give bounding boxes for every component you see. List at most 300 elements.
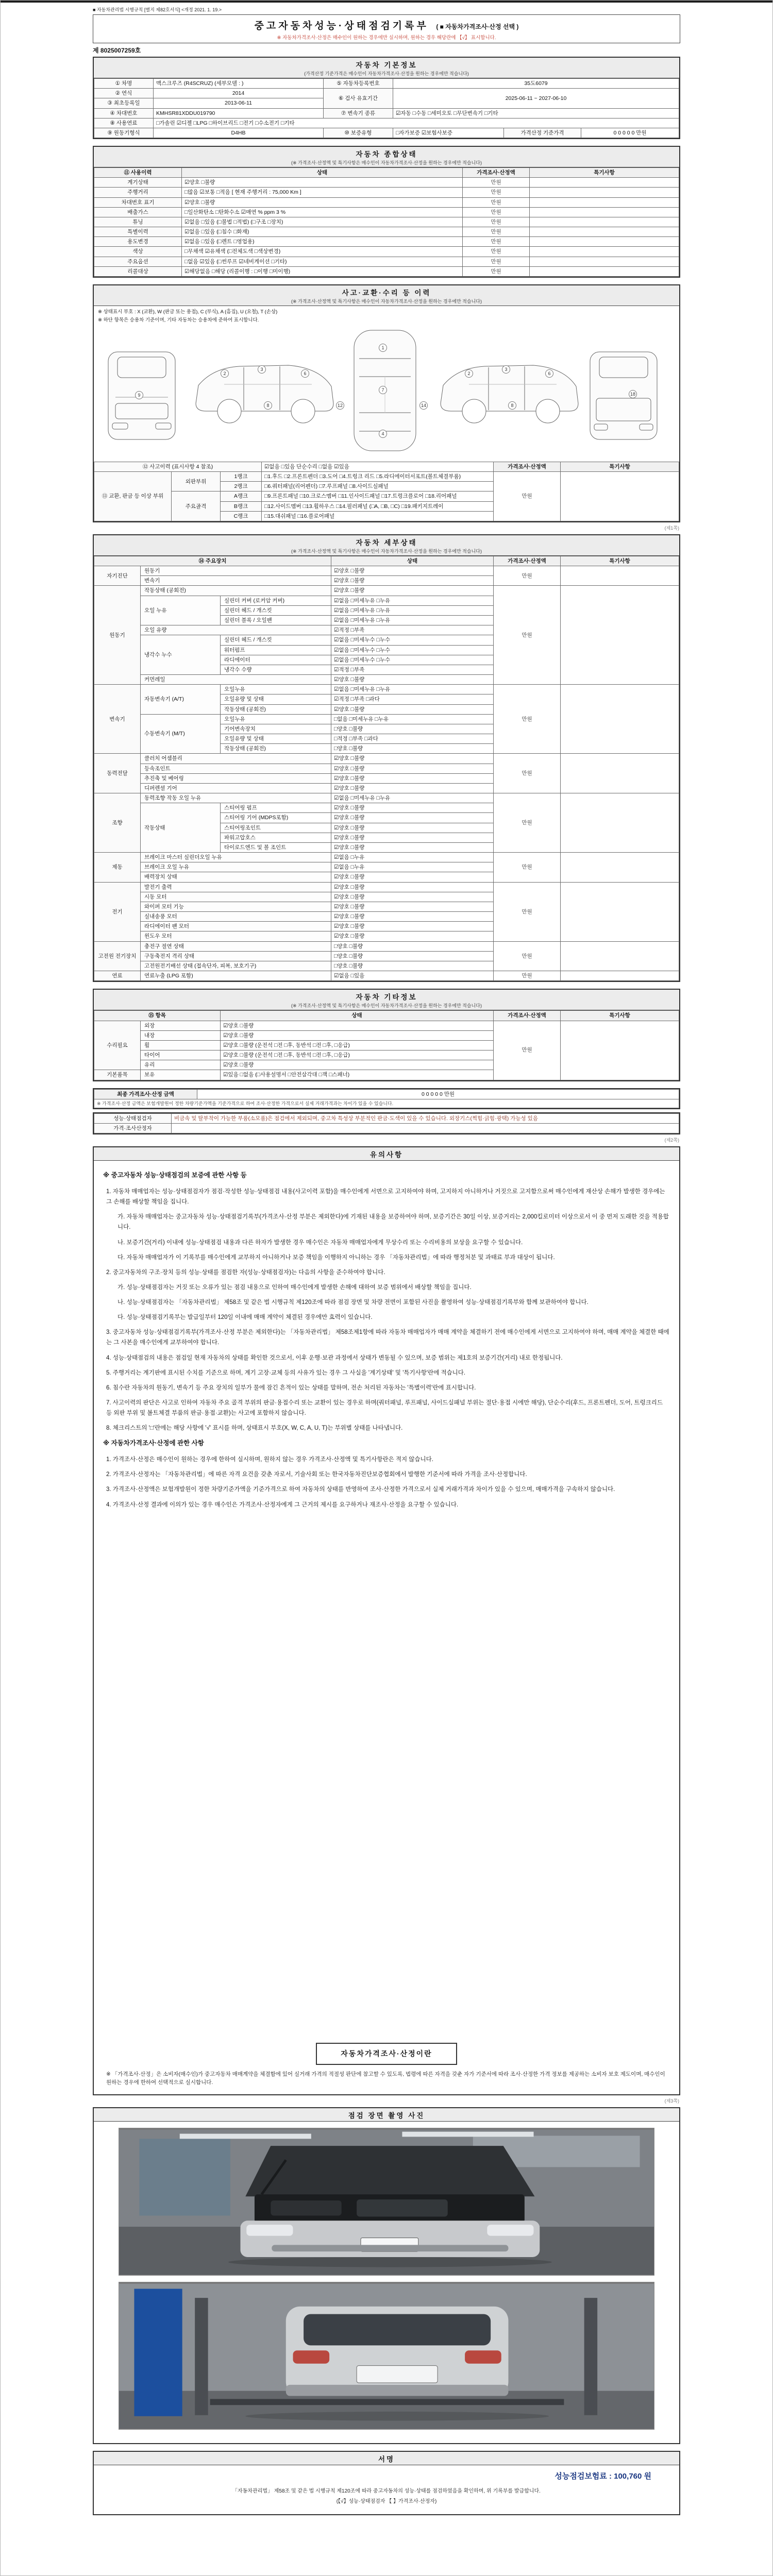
cell: ☑양호 □불량 xyxy=(331,902,494,911)
notice-line: 8. 체크리스트의 '□'란에는 해당 사항에 '√' 표시를 하며, 상태표시 부호(X, W, C, A, U, T)는 부위별 상태를 나타냅니다. xyxy=(106,1425,403,1432)
cell: 전기 xyxy=(94,882,141,941)
cell: 실린더 커버 (로커암 커버) xyxy=(221,596,331,605)
cell: ☑양호 □불량 xyxy=(331,764,494,773)
overall-state-title: 자동차 종합상태 xyxy=(356,150,417,159)
cell: ☑양호 □불량 xyxy=(331,783,494,793)
cell: 만원 xyxy=(463,217,530,227)
panel-marker: 6 xyxy=(545,369,553,378)
cell: 특별이력 xyxy=(94,227,182,237)
cell: □많음 ☑보통 □적음 [ 현재 주행거리 : 75,000 Km ] xyxy=(182,188,463,197)
detail-state-header xyxy=(94,535,679,556)
cell: 튜닝 xyxy=(94,217,182,227)
cell: 최종 가격조사·산정 금액 xyxy=(94,1089,197,1099)
cell: B랭크 xyxy=(221,501,262,511)
car-left-side-view xyxy=(196,365,333,423)
panel-marker: 12 xyxy=(336,401,344,410)
cell xyxy=(561,793,679,853)
cell: 브레이크 오일 누유 xyxy=(141,862,331,872)
cell xyxy=(561,586,679,685)
cell: ☑양호 □불량 xyxy=(331,842,494,852)
cell: 내장 xyxy=(141,1030,221,1040)
cell: ⑥ 검사 유효기간 xyxy=(324,89,393,108)
etc-info-header xyxy=(94,990,679,1010)
title-box xyxy=(93,14,680,43)
cell: 원동기 xyxy=(94,586,141,685)
cell: 시동 모터 xyxy=(141,892,331,902)
cell: 만원 xyxy=(494,472,561,521)
accident-title: 사고·교환·수리 등 이력 xyxy=(342,289,431,297)
cell: ⑭ 주요장치 xyxy=(94,556,331,566)
cell: □양호 □불량 xyxy=(331,941,494,951)
cell: ☑적정 □부족 xyxy=(331,625,494,635)
notice-line: 나. 성능·상태점검자는 「자동차관리법」 제58조 및 같은 법 시행규칙 제120조에 따라 점검 장면 및 차량 전면이 포함된 사진을 촬영하여 성능·상태점검기록부와 함께 보관하여야 합니다. xyxy=(117,1299,589,1306)
cell: 작동상태 (공회전) xyxy=(221,704,331,714)
cell: ③ 최초등록일 xyxy=(94,98,154,108)
cell: 동력전달 xyxy=(94,754,141,793)
cell: ☑없음 □있음 (□불법 □적법) (□구조 □장치) xyxy=(182,217,463,227)
notice-line: 가. 자동차 매매업자는 중고자동차 성능·상태점검기록부(가격조사·산정 부분은 제외한다)에 기재된 내용을 보증하여야 하며, 보증기간은 30일 이상, 보증거리는 2,000킬로미터 이상으로서 이 중 먼저 도래한 것을 적용합니다. xyxy=(117,1214,669,1231)
cell: 상태 xyxy=(331,556,494,566)
detail-state-note: (※ 가격조사·산정액 및 특기사항은 매수인이 자동차가격조사·산정을 원하는 경우에만 적습니다) xyxy=(291,548,482,554)
cell: 추진축 및 베어링 xyxy=(141,773,331,783)
cell: 스티어링 기어 (MDPS포함) xyxy=(221,813,331,823)
cell: ⑬ 교환, 판금 등 이상 부위 xyxy=(94,472,172,521)
cell: 제동 xyxy=(94,853,141,883)
cell: 휠 xyxy=(141,1040,221,1050)
cell xyxy=(561,941,679,971)
state-code-legend xyxy=(94,306,679,323)
panel-marker: 8 xyxy=(508,401,516,410)
cell: ☑양호 □불량 xyxy=(221,1030,494,1040)
section-detail-state xyxy=(93,534,680,982)
cell: ☑없음 □미세누유 □누유 xyxy=(331,685,494,694)
cell: 가격조사·산정액 xyxy=(494,462,561,471)
cell: ※ 가격조사·산정 금액은 보험개발원이 정한 차량기준가액을 기준가격으로 하여 조사·산정한 가격으로서 실제 거래가격과는 차이가 있을 수 있습니다. xyxy=(94,1099,679,1108)
cell xyxy=(530,217,679,227)
car-right-side-view xyxy=(441,365,578,423)
cell: 실린더 헤드 / 개스킷 xyxy=(221,635,331,645)
cell: ☑양호 □불량 (운전석 □전 □후, 동반석 □전 □후, □응급) xyxy=(221,1050,494,1060)
cell: ☑없음 □미세누수 □누수 xyxy=(331,645,494,655)
cell: □자가보증 ☑보험사보증 xyxy=(393,128,504,138)
panel-marker: 7 xyxy=(379,386,387,394)
cell: 스티어링조인트 xyxy=(221,823,331,833)
cell: 색상 xyxy=(94,247,182,257)
cell: 차대번호 표기 xyxy=(94,197,182,207)
panel-marker: 2 xyxy=(465,369,473,378)
cell: ☑양호 □불량 xyxy=(331,566,494,576)
cell: ④ 차대번호 xyxy=(94,108,154,118)
cell: ☑없음 □미세누유 □누유 xyxy=(331,615,494,625)
cell: ☑자동 □수동 □세미오토 □무단변속기 □기타 xyxy=(393,108,679,118)
cell: 특기사항 xyxy=(561,556,679,566)
cell: 만원 xyxy=(494,971,561,981)
cell: 워터펌프 xyxy=(221,645,331,655)
cell: ☑없음 □누유 xyxy=(331,853,494,862)
cell: 2013-06-11 xyxy=(154,98,324,108)
cell xyxy=(530,227,679,237)
cell: 2025-06-11 ~ 2027-06-10 xyxy=(393,89,679,108)
notice-line: 3. 중고자동차 성능·상태점검기록부(가격조사·산정 부분은 제외한다)는 「자동차관리법」 제58조제1항에 따라 자동차 매매업자가 매매 계약을 체결하기 전에 매수인에게 서면으로 고지하여야 하며, 매매 계약을 체결한 때에는 그 사본을 매수인에게 교부하여야 합니다. xyxy=(106,1329,669,1346)
cell: 만원 xyxy=(463,188,530,197)
cell: ⑧ 사용연료 xyxy=(94,118,154,128)
document-number: 제 8025007259호 xyxy=(93,47,141,54)
panel-marker: 14 xyxy=(419,401,428,410)
inspection-photo-engine xyxy=(119,2128,654,2276)
cell xyxy=(561,971,679,981)
cell xyxy=(561,685,679,754)
cell: ☑적정 □부족 xyxy=(331,665,494,674)
cell: 2014 xyxy=(154,89,324,98)
cell: ⑨ 원동기형식 xyxy=(94,128,154,138)
section-etc-info xyxy=(93,989,680,1081)
notice-paragraphs xyxy=(103,1166,670,1515)
notice-header xyxy=(94,1147,679,1161)
cell: ☑양호 □불량 xyxy=(331,576,494,586)
cell: 오일누유 xyxy=(221,714,331,724)
cell: 성능·상태점검자 xyxy=(94,1113,172,1123)
cell: 수리필요 xyxy=(94,1021,141,1070)
cell: ⑪ 사용이력 xyxy=(94,168,182,178)
cell: 오일누유 xyxy=(221,685,331,694)
car-damage-diagram xyxy=(94,324,679,462)
cell: 용도변경 xyxy=(94,237,182,247)
cell: 기본품목 xyxy=(94,1070,141,1080)
cell: 라디에이터 팬 모터 xyxy=(141,922,331,931)
cell: 스티어링 펌프 xyxy=(221,803,331,813)
cell: ☑없음 □미세누유 □누유 xyxy=(331,605,494,615)
cell: 가격조사·산정액 xyxy=(463,168,530,178)
legend-line-2: ※ 하단 항목은 승용차 기준이며, 기타 자동차는 승용차에 준하여 표시합니다. xyxy=(98,317,259,323)
panel-marker: 4 xyxy=(379,430,387,438)
detail-state-table xyxy=(94,556,679,981)
cell: 작동상태 xyxy=(141,803,221,853)
cell: 연료누출 (LPG 포함) xyxy=(141,971,331,981)
cell: ☑없음 □미세누수 □누수 xyxy=(331,635,494,645)
cell: 만원 xyxy=(494,941,561,971)
overall-state-note: (※ 가격조사·산정액 및 특기사항은 매수인이 자동차가격조사·산정을 원하는 경우에만 적습니다) xyxy=(291,160,482,166)
cell: 조향 xyxy=(94,793,141,853)
cell: □적정 □부족 □과다 xyxy=(331,734,494,744)
notice-line: 2. 중고자동차의 구조·장치 등의 성능·상태를 점검한 자(성능·상태점검자)는 다음의 사항을 준수하여야 합니다. xyxy=(106,1269,385,1276)
cell xyxy=(561,566,679,586)
cell: 파워고압호스 xyxy=(221,833,331,842)
cell: 실내송풍 모터 xyxy=(141,912,331,922)
cell: 상태 xyxy=(182,168,463,178)
cell: ☑양호 □불량 xyxy=(331,803,494,813)
cell: 만원 xyxy=(494,882,561,941)
cell: 유리 xyxy=(141,1060,221,1070)
cell: □없음 □미세누유 □누유 xyxy=(331,714,494,724)
cell: 가격·조사산정자 xyxy=(94,1124,172,1133)
cell: ☑양호 □불량 xyxy=(331,675,494,685)
cell: □양호 □불량 xyxy=(331,961,494,971)
cell: ☑적정 □부족 □과다 xyxy=(331,694,494,704)
basic-info-table xyxy=(94,78,679,138)
final-price-table xyxy=(94,1089,679,1108)
page-marker: (제1쪽) xyxy=(664,525,679,531)
section-basic-info xyxy=(93,57,680,139)
notice-title: 유의사항 xyxy=(369,1151,404,1159)
cell xyxy=(530,237,679,247)
cell: ⑮ 항목 xyxy=(94,1011,221,1021)
cell: 만원 xyxy=(463,247,530,257)
etc-info-table xyxy=(94,1010,679,1080)
cell: ☑양호 □불량 (운전석 □전 □후, 동반석 □전 □후, □응급) xyxy=(221,1040,494,1050)
cell: 클러치 어셈블리 xyxy=(141,754,331,764)
price-definition-body: ※ 「가격조사·산정」은 소비자(매수인)가 중고자동차 매매계약을 체결함에 있어 실거래 가격의 적절성 판단에 참고할 수 있도록, 법령에 따른 자격을 갖춘 자가 기준서에 따라 조사·산정한 가격 정보를 제공하는 소비자 보호 제도이며, 매수인이 원하는 경우에 한하여 선택적으로 실시합니다. xyxy=(106,2071,665,2086)
cell xyxy=(561,472,679,521)
cell: 배출가스 xyxy=(94,207,182,217)
panel-marker: 3 xyxy=(502,365,510,374)
cell: 타이어 xyxy=(141,1050,221,1060)
cell: 실린더 헤드 / 개스킷 xyxy=(221,605,331,615)
cell: ☑없음 □있음 단순수리 □없음 ☑있음 xyxy=(262,462,494,471)
notice-line: ※ 중고자동차 성능·상태점검의 보증에 관한 사항 등 xyxy=(103,1172,247,1179)
cell: ☑양호 □불량 xyxy=(331,833,494,842)
cell: KMHSR81XDDU019790 xyxy=(154,108,324,118)
photos-body xyxy=(94,2122,679,2443)
cell: 맥스크루즈 (R4SCRUZ) (세부모델 : ) xyxy=(154,79,324,89)
cell xyxy=(530,257,679,266)
cell: ⑤ 자동차등록번호 xyxy=(324,79,393,89)
cell: □12.사이드멤버 □13.휠하우스 □14.필러패널 (□A, □B, □C) □19.패키지트레이 xyxy=(262,501,494,511)
cell: ⑦ 변속기 종류 xyxy=(324,108,393,118)
cell xyxy=(172,1124,679,1133)
cell: □무채색 ☑유채색 (□전체도색 □색상변경) xyxy=(182,247,463,257)
notice-line: 나. 보증기간(거리) 이내에 성능·상태점검 내용과 다른 하자가 발생한 경우 매수인은 자동차 매매업자에게 무상수리 또는 수리비용의 보상을 요구할 수 있습니다. xyxy=(117,1239,523,1246)
cell: 가격조사·산정액 xyxy=(494,1011,561,1021)
section-signature xyxy=(93,2451,680,2515)
panel-marker: 8 xyxy=(264,401,272,410)
cell: 구동축전지 격리 상태 xyxy=(141,951,331,961)
cell xyxy=(530,247,679,257)
detail-state-title: 자동차 세부상태 xyxy=(356,538,417,547)
cell: 만원 xyxy=(494,793,561,853)
page-marker: (제2쪽) xyxy=(664,1138,679,1143)
cell: 발전기 출력 xyxy=(141,882,331,892)
cell: 자동변속기 (A/T) xyxy=(141,685,221,715)
cell: 오일 유량 xyxy=(141,625,331,635)
notice-line: 다. 성능·상태점검기록부는 발급일부터 120일 이내에 매매 계약이 체결된 경우에만 효력이 있습니다. xyxy=(117,1314,373,1321)
panel-marker: 9 xyxy=(135,391,143,399)
cell: 브레이크 마스터 실린더오일 누유 xyxy=(141,853,331,862)
cell xyxy=(530,207,679,217)
cell: ☑양호 □불량 xyxy=(331,823,494,833)
cell: ① 차명 xyxy=(94,79,154,89)
cell: 가격산정 기준가격 xyxy=(504,128,581,138)
cell xyxy=(561,882,679,941)
cell: 특기사항 xyxy=(561,462,679,471)
cell: C랭크 xyxy=(221,511,262,521)
notice-line: 6. 침수란 자동차의 원동기, 변속기 등 주요 장치의 일부가 물에 잠긴 흔적이 있는 상태를 말하며, 전손 처리된 자동차는 '특별이력'란에 표시합니다. xyxy=(106,1384,476,1391)
cell: □없음 ☑있음 (□썬루프 ☑네비게이션 □기타) xyxy=(182,257,463,266)
signature-statement: 「자동차관리법」 제58조 및 같은 법 시행규칙 제120조에 따라 중고자동차의 성능·상태를 점검하였음을 확인하며, 위 기록부를 발급합니다. xyxy=(232,2488,541,2495)
section-notice xyxy=(93,1146,680,2095)
cell: 주요옵션 xyxy=(94,257,182,266)
cell: 오일유량 및 상태 xyxy=(221,734,331,744)
cell: 만원 xyxy=(494,853,561,883)
price-definition-block xyxy=(103,2043,670,2087)
panel-marker: 2 xyxy=(221,369,229,378)
cell: ☑없음 □있음 (□침수 □화재) xyxy=(182,227,463,237)
cell: 와이퍼 모터 기능 xyxy=(141,902,331,911)
notice-line: 1. 자동차 매매업자는 성능·상태점검자가 점검·작성한 성능·상태점검 내용(사고이력 포함)을 매수인에게 서면으로 고지하여야 하며, 고지하지 아니하거나 거짓으로 고지함으로써 매수인에게 재산상 손해가 발생한 경우에는 그 손해를 배상할 책임을 집니다. xyxy=(106,1189,665,1206)
cell: ☑양호 □불량 xyxy=(331,773,494,783)
etc-info-title: 자동차 기타정보 xyxy=(356,993,417,1002)
cell: ☑없음 □누유 xyxy=(331,862,494,872)
cell: 배력장치 상태 xyxy=(141,872,331,882)
page-marker: (제3쪽) xyxy=(664,2098,679,2104)
cell: 충전구 절연 상태 xyxy=(141,941,331,951)
cell: 디퍼렌셜 기어 xyxy=(141,783,331,793)
cell: 외장 xyxy=(141,1021,221,1030)
panel-marker: 1 xyxy=(379,344,387,352)
notice-line: 2. 가격조사·산정자는 「자동차관리법」에 따른 자격 요건을 갖춘 자로서, 기술사회 또는 한국자동차진단보증협회에서 발행한 기준서에 따라 가격을 조사·산정합니다. xyxy=(106,1471,527,1478)
cell: 냉각수 수량 xyxy=(221,665,331,674)
cell: 고전원 전기장치 xyxy=(94,941,141,971)
cell: 만원 xyxy=(463,207,530,217)
cell: 만원 xyxy=(494,586,561,685)
cell: ② 연식 xyxy=(94,89,154,98)
accident-note: (※ 가격조사·산정액 및 특기사항은 매수인이 자동차가격조사·산정을 원하는 경우에만 적습니다) xyxy=(291,298,482,304)
cell: 변속기 xyxy=(141,576,331,586)
cell: 특기사항 xyxy=(530,168,679,178)
notice-line: 5. 주행거리는 계기판에 표시된 수치를 기준으로 하며, 계기 고장·교체 등의 사유가 있는 경우 그 사실을 '계기상태' 및 '특기사항'란에 적습니다. xyxy=(106,1369,466,1376)
basic-info-note: (가격산정 기준가격은 매수인이 자동차가격조사·산정을 원하는 경우에만 적습니다) xyxy=(304,71,469,76)
panel-marker: 18 xyxy=(629,390,637,398)
car-rear-view xyxy=(590,352,657,439)
price-definition-title: 자동차가격조사·산정이란 xyxy=(316,2043,457,2065)
signature-body xyxy=(94,2465,679,2514)
cell: 만원 xyxy=(494,754,561,793)
section-accident-history xyxy=(93,284,680,522)
cell xyxy=(530,188,679,197)
cell: 실린더 블록 / 오일팬 xyxy=(221,615,331,625)
cell: 오일유량 및 상태 xyxy=(221,694,331,704)
cell: 윈도우 모터 xyxy=(141,931,331,941)
cell: □일산화탄소 □탄화수소 ☑매연 % ppm 3 % xyxy=(182,207,463,217)
cell: 만원 xyxy=(463,227,530,237)
overall-state-table xyxy=(94,167,679,277)
cell: 오일 누유 xyxy=(141,596,221,625)
cell: ☑양호 □불량 xyxy=(331,931,494,941)
cell: ☑양호 □불량 xyxy=(182,197,463,207)
cell: □양호 □불량 xyxy=(331,744,494,754)
document xyxy=(93,3,680,2515)
signature-roles: (【√】성능·상태점검자 【 】가격조사·산정자) xyxy=(336,2499,437,2505)
engine-bay-photo-graphic xyxy=(119,2128,654,2276)
rear-lift-photo-graphic xyxy=(119,2282,654,2430)
cell: □양호 □불량 xyxy=(331,951,494,961)
cell: ☑양호 □불량 xyxy=(331,754,494,764)
cell: 특기사항 xyxy=(561,1011,679,1021)
cell: 만원 xyxy=(463,257,530,266)
document-subtitle: ( ■ 자동차가격조사·산정 선택 ) xyxy=(436,23,519,30)
cell: 외판부위 xyxy=(172,472,221,492)
section-final-price xyxy=(93,1088,680,1109)
cell: 연료 xyxy=(94,971,141,981)
notice-line: 7. 사고이력의 판단은 사고로 인하여 자동차 주요 골격 부위의 판금·용접수리 또는 교환이 있는 경우로 하며(쿼터패널, 루프패널, 사이드실패널 부위는 절단·용접 시에만 해당), 단순수리(후드, 프론트펜더, 도어, 트렁크리드 등 외판 부위 및 볼트체결 부품의 판금·용접·교환)는 사고에 포함하지 않습니다. xyxy=(106,1399,663,1417)
cell: 냉각수 누수 xyxy=(141,635,221,675)
section-overall-state xyxy=(93,146,680,278)
cell: 주요골격 xyxy=(172,492,221,521)
cell: 만원 xyxy=(494,566,561,586)
cell xyxy=(561,754,679,793)
notice-line: 4. 성능·상태점검의 내용은 점검일 현재 자동차의 상태를 확인한 것으로서, 이후 운행·보관 과정에서 상태가 변동될 수 있으며, 보증 범위는 제1호의 보증기간(거리) 내로 한정됩니다. xyxy=(106,1354,563,1361)
cell: 변속기 xyxy=(94,685,141,754)
cell: ☑없음 □미세누유 □누유 xyxy=(331,793,494,803)
cell: ☑양호 □불량 xyxy=(331,704,494,714)
cell: 타이로드엔드 및 볼 조인트 xyxy=(221,842,331,852)
cell: ☑있음 □없음 (□사용설명서 □안전삼각대 □잭 □스패너) xyxy=(221,1070,494,1080)
cell: 보유 xyxy=(141,1070,221,1080)
photos-header xyxy=(94,2108,679,2122)
cell: 만원 xyxy=(463,266,530,276)
notice-line: 1. 가격조사·산정은 매수인이 원하는 경우에 한하여 실시하며, 원하지 않는 경우 가격조사·산정액 및 특기사항란은 적지 않습니다. xyxy=(106,1456,433,1463)
basic-info-title: 자동차 기본정보 xyxy=(356,61,417,69)
notice-line: 다. 자동차 매매업자가 이 기록부를 매수인에게 교부하지 아니하거나 보증 책임을 이행하지 아니하는 경우 「자동차관리법」에 따라 행정처분 및 과태료 부과 대상이 됩니다. xyxy=(117,1254,555,1261)
cell: □가솔린 ☑디젤 □LPG □하이브리드 □전기 □수소전기 □기타 xyxy=(154,118,679,128)
document-title: 중고자동차성능·상태점검기록부 xyxy=(254,21,429,31)
inspection-insurance-premium: 성능점검보험료 : 100,760 원 xyxy=(554,2472,651,2481)
cell: ⑩ 보증유형 xyxy=(324,128,393,138)
cell: 35도6079 xyxy=(393,79,679,89)
overall-state-header xyxy=(94,147,679,167)
cell: 상태 xyxy=(221,1011,494,1021)
cell: 주행거리 xyxy=(94,188,182,197)
inspector-opinions-table xyxy=(94,1113,679,1133)
cell: 가격조사·산정액 xyxy=(494,556,561,566)
basic-info-header xyxy=(94,58,679,78)
notice-line: 3. 가격조사·산정액은 보험개발원이 정한 차량기준가액을 기준가격으로 하여 자동차의 상태를 반영하여 조사·산정한 가격으로서 실제 거래가격과 차이가 있을 수 있으며, 매매가격을 구속하지 않습니다. xyxy=(106,1486,615,1493)
notice-line: 4. 가격조사·산정 결과에 이의가 있는 경우 매수인은 가격조사·산정자에게 그 근거의 제시를 요구하거나 재조사·산정을 요구할 수 있습니다. xyxy=(106,1501,459,1508)
cell: ⑫ 사고이력 (표시사항 4 참조) xyxy=(94,462,262,471)
cell: 고전원전기배선 상태 (접속단자, 피복, 보호기구) xyxy=(141,961,331,971)
cell: □양호 □불량 xyxy=(331,724,494,734)
cell: □15.대쉬패널 □16.플로어패널 xyxy=(262,511,494,521)
cell: 리콜대상 xyxy=(94,266,182,276)
inspection-photo-rear xyxy=(119,2282,654,2430)
cell: ☑없음 □있음 xyxy=(331,971,494,981)
cell: ☑양호 □불량 xyxy=(331,892,494,902)
cell: □9.프론트패널 □10.크로스멤버 □11.인사이드패널 □17.트렁크플로어 □18.리어패널 xyxy=(262,492,494,501)
cell: 자기진단 xyxy=(94,566,141,586)
cell: 0 0 0 0 0 만원 xyxy=(197,1089,679,1099)
cell: ☑없음 □미세누수 □누수 xyxy=(331,655,494,665)
cell: ☑양호 □불량 xyxy=(331,912,494,922)
panel-marker: 6 xyxy=(301,369,309,378)
cell: 2랭크 xyxy=(221,482,262,492)
cell xyxy=(561,1021,679,1080)
cell: ☑양호 □불량 xyxy=(182,178,463,188)
cell: 만원 xyxy=(494,685,561,754)
cell: ☑없음 □있음 (□렌트 □영업용) xyxy=(182,237,463,247)
cell: 수동변속기 (M/T) xyxy=(141,714,221,754)
panel-marker: 3 xyxy=(258,365,266,374)
cell xyxy=(530,178,679,188)
cell: 작동상태 (공회전) xyxy=(221,744,331,754)
etc-info-note: (※ 가격조사·산정액 및 특기사항은 매수인이 자동차가격조사·산정을 원하는 경우에만 적습니다) xyxy=(291,1003,482,1009)
cell: □6.쿼터패널(리어펜더) □7.루프패널 □8.사이드실패널 xyxy=(262,482,494,492)
notice-line: 가. 성능·상태점검자는 거짓 또는 오류가 있는 점검 내용으로 인하여 매수인에게 발생한 손해에 대하여 보증 범위에서 배상할 책임을 집니다. xyxy=(117,1284,472,1291)
cell: ☑없음 □미세누유 □누유 xyxy=(331,596,494,605)
cell: 0 0 0 0 0 만원 xyxy=(581,128,679,138)
legend-line-1: ※ 상태표시 부호 : X (교환), W (판금 또는 용접), C (부식), A (흠집), U (요철), T (손상) xyxy=(98,309,278,315)
cell: D4HB xyxy=(154,128,324,138)
law-reference: ■ 자동차관리법 시행규칙 [별지 제82호서식] <개정 2021. 1. 19.> xyxy=(93,7,222,12)
cell: ☑양호 □불량 xyxy=(331,922,494,931)
